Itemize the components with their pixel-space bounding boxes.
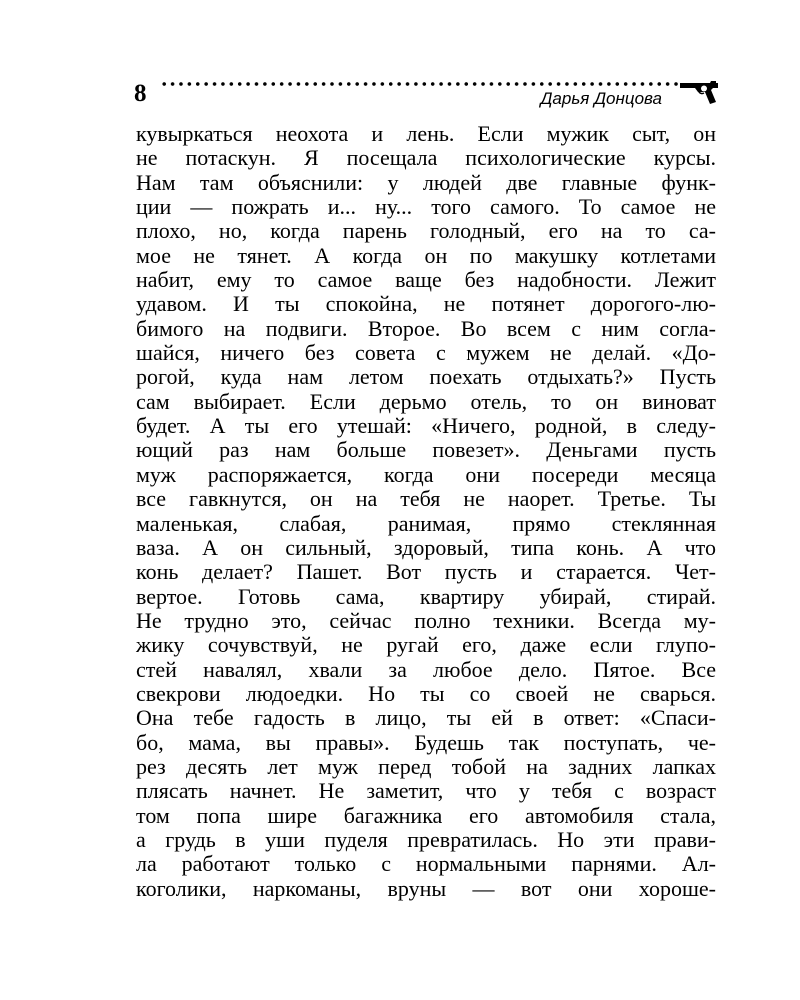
text-line: удавом. И ты спокойна, не потянет дорогого-лю- (136, 291, 716, 317)
text-line: конь делает? Пашет. Вот пусть и старается. Чет- (136, 559, 716, 585)
text-line: кувыркаться неохота и лень. Если мужик сыт, он (136, 121, 716, 146)
author-name: Дарья Донцова (540, 89, 662, 108)
text-line: плясать начнет. Не заметит, что у тебя с возраст (136, 778, 716, 804)
text-line: сам выбирает. Если дерьмо отель, то он виноват (136, 388, 716, 414)
text-line: бимого на подвиги. Второе. Во всем с ним согла- (136, 315, 716, 341)
text-line: бо, мама, вы правы». Будешь так поступать, че- (136, 729, 716, 755)
dotted-leader (160, 80, 680, 88)
text-line: ции — пожрать и... ну... того самого. То самое не (136, 194, 716, 220)
text-line: шайся, ничего без совета с мужем не делай. «До- (136, 340, 716, 366)
text-line: муж распоряжается, когда они посереди месяца (136, 461, 716, 487)
text-line: жику сочувствуй, не ругай его, даже если глупо- (136, 632, 716, 658)
text-line: том попа шире багажника его автомобиля стала, (136, 802, 716, 828)
text-line: а грудь в уши пуделя превратилась. Но эти прави- (136, 826, 716, 852)
text-line: мое не тянет. А когда он по макушку котлетами (136, 242, 716, 268)
body-text (136, 122, 716, 901)
text-line: набит, ему то самое ваще без надобности. Лежит (136, 267, 716, 293)
text-line: все гавкнутся, он на тебя не наорет. Третье. Ты (136, 486, 716, 512)
page-number: 8 (134, 80, 147, 107)
running-header (134, 80, 724, 110)
text-line: рогой, куда нам летом поехать отдыхать?» Пусть (136, 364, 716, 390)
text-line: ваза. А он сильный, здоровый, типа конь. А что (136, 534, 716, 560)
text-line: ющий раз нам больше повезет». Деньгами пусть (136, 437, 716, 463)
text-line: коголики, наркоманы, вруны — вот они хороше- (136, 875, 716, 901)
text-line: рез десять лет муж перед тобой на задних лапках (136, 753, 716, 779)
text-line: плохо, но, когда парень голодный, его на то са- (136, 218, 716, 244)
text-line: свекрови людоедки. Но ты со своей не сварься. (136, 680, 716, 706)
text-line: вертое. Готовь сама, квартиру убирай, стирай. (136, 583, 716, 609)
text-line: Не трудно это, сейчас полно техники. Всегда му- (136, 607, 716, 633)
text-line: будет. А ты его утешай: «Ничего, родной, в следу- (136, 413, 716, 439)
text-line: стей навалял, хвали за любое дело. Пятое. Все (136, 656, 716, 682)
revolver-icon (680, 76, 724, 106)
text-line: ла работают только с нормальными парнями. Ал- (136, 851, 716, 877)
text-line: маленькая, слабая, ранимая, прямо стеклянная (136, 510, 716, 536)
text-line: Нам там объяснили: у людей две главные функ- (136, 169, 716, 195)
text-line: Она тебе гадость в лицо, ты ей в ответ: «Спаси- (136, 705, 716, 731)
text-line: не потаскун. Я посещала психологические курсы. (136, 145, 716, 171)
